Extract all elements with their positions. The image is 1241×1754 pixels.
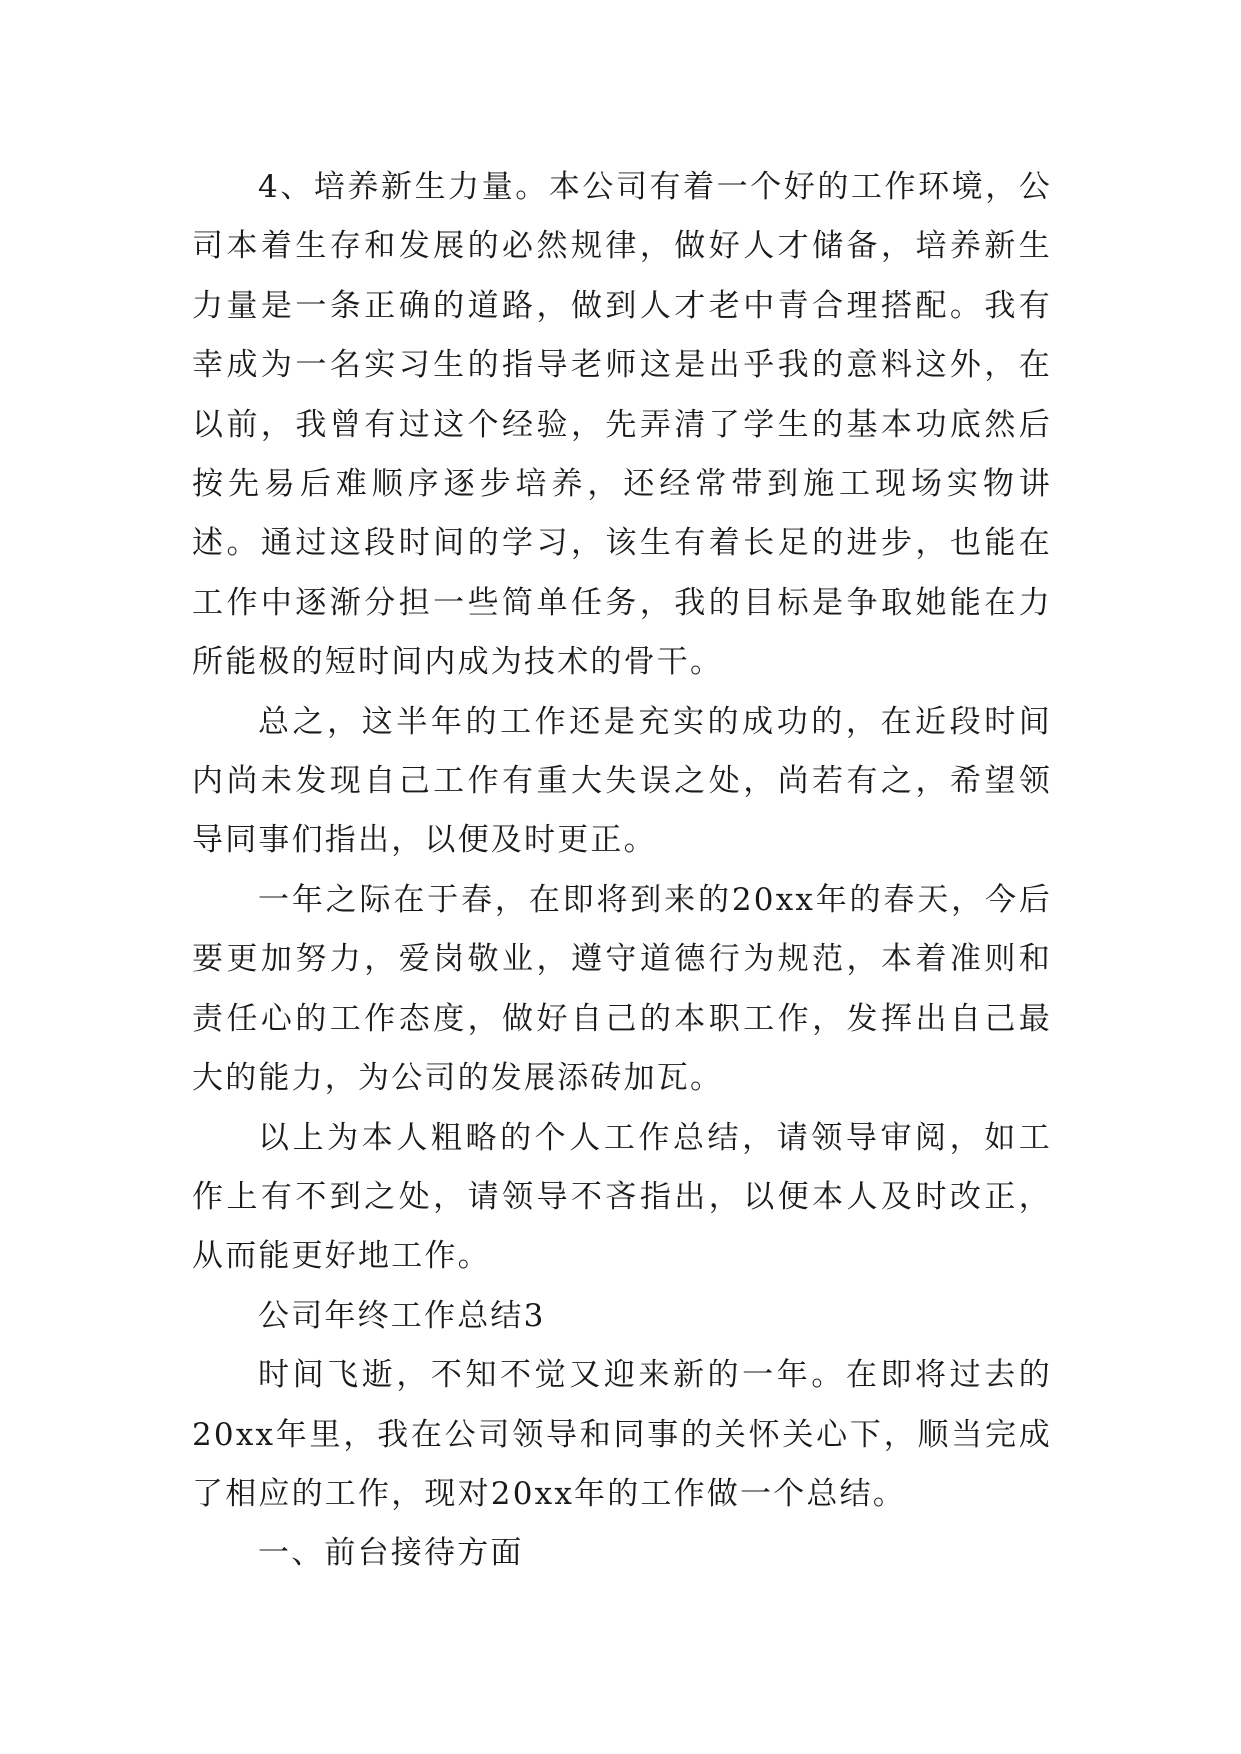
- subsection-heading: 一、前台接待方面: [258, 1535, 524, 1572]
- paragraph-closing: 以上为本人粗略的个人工作总结，请领导审阅，如工作上有不到之处，请领导不吝指出，以便本人及时改正，从而能更好地工作。: [192, 1119, 1052, 1275]
- paragraph-summary: 总之，这半年的工作还是充实的成功的，在近段时间内尚未发现自己工作有重大失误之处，尚若有之，希望领导同事们指出，以便及时更正。: [192, 703, 1052, 859]
- paragraph-training: 4、培养新生力量。本公司有着一个好的工作环境，公司本着生存和发展的必然规律，做好人才储备，培养新生力量是一条正确的道路，做到人才老中青合理搭配。我有幸成为一名实习生的指导老师这是出乎我的意料这外，在以前，我曾有过这个经验，先弄清了学生的基本功底然后按先易后难顺序逐步培养，还经常带到施工现场实物讲述。通过这段时间的学习，该生有着长足的进步，也能在工作中逐渐分担一些简单任务，我的目标是争取她能在力所能极的短时间内成为技术的骨干。: [192, 169, 1052, 681]
- section-heading: 公司年终工作总结3: [258, 1297, 546, 1334]
- paragraph-spring: 一年之际在于春，在即将到来的20xx年的春天，今后要更加努力，爱岗敬业，遵守道德行为规范，本着准则和责任心的工作态度，做好自己的本职工作，发挥出自己最大的能力，为公司的发展添砖加瓦。: [192, 881, 1052, 1097]
- document-body: [192, 158, 1052, 1584]
- paragraph-intro: 时间飞逝，不知不觉又迎来新的一年。在即将过去的20xx年里，我在公司领导和同事的关怀关心下，顺当完成了相应的工作，现对20xx年的工作做一个总结。: [192, 1357, 1052, 1512]
